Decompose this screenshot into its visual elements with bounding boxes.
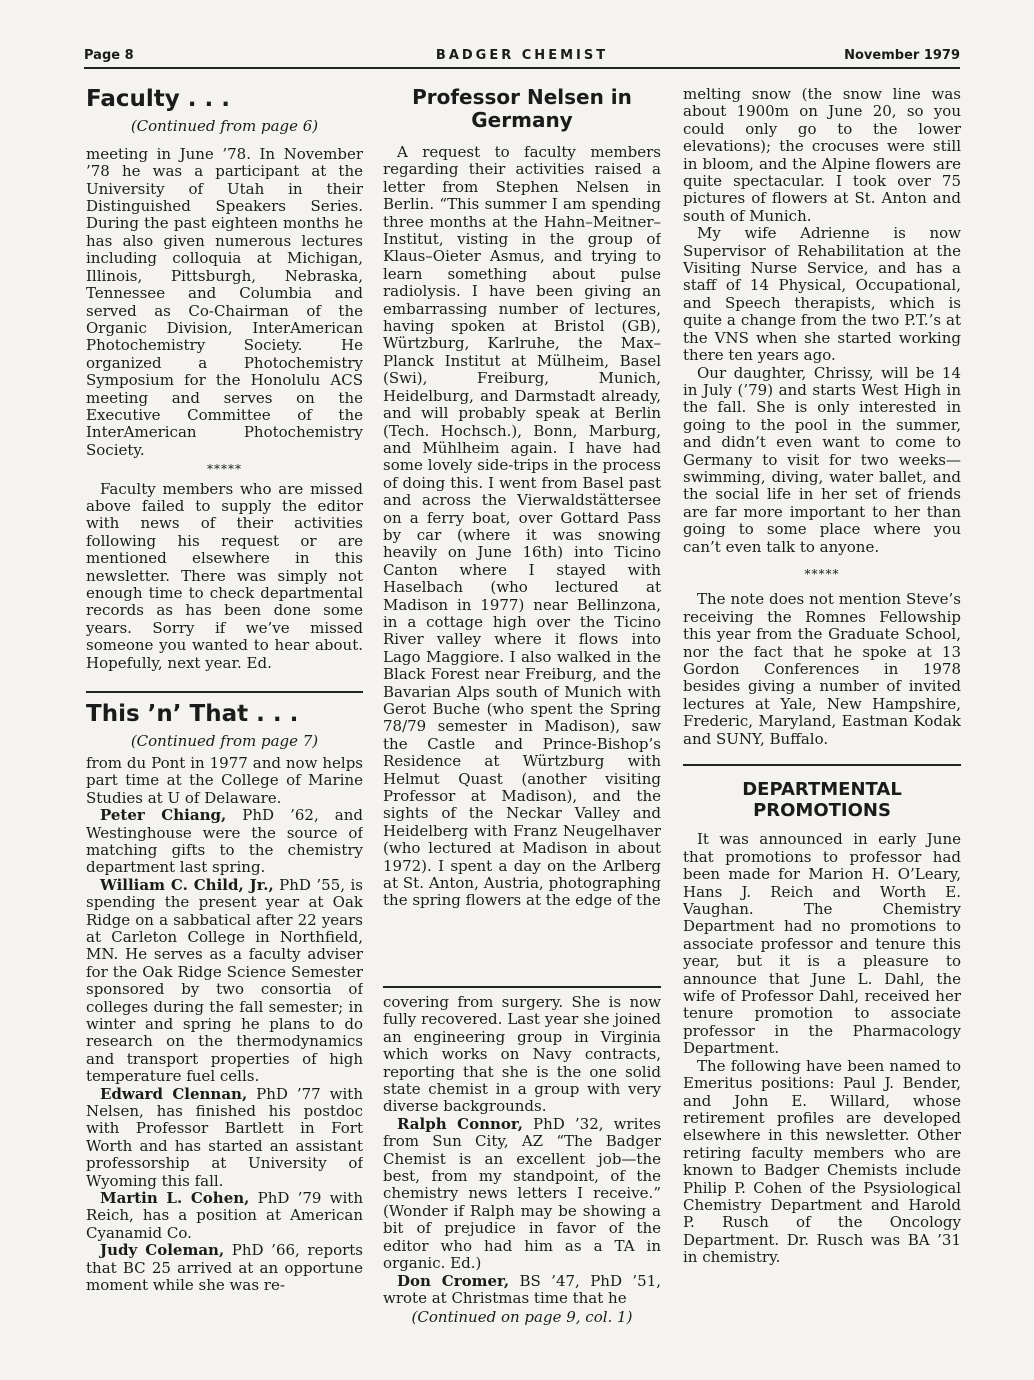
item-connor	[383, 1116, 661, 1273]
column-3	[683, 86, 961, 1346]
separator-stars: *****	[207, 462, 242, 477]
page-header	[84, 48, 960, 68]
coleman-continued: covering from surgery. She is now fully recovered. Last year she joined an engineering group in Virginia which works on Navy contracts, reporting that she is the one solid state chemist in a group with very diverse backgrounds.	[383, 993, 661, 1116]
promotions-heading	[683, 780, 961, 821]
name-coleman: Judy Coleman,	[100, 1241, 225, 1260]
issue-date: November 1979	[844, 48, 960, 63]
item-clennan	[86, 1086, 363, 1190]
this-n-that-heading: This ’n’ That . . .	[86, 701, 299, 728]
name-child: William C. Child, Jr.,	[100, 875, 274, 894]
item-chiang	[86, 807, 363, 877]
nelsen-paragraph-1: A request to faculty members regarding their activities raised a letter from Stephen Nelsen in Berlin. “This summer I am spending three months at the Hahn–Meitner–Institut, visting in the group of Klaus–Oieter Asmus, and trying to learn something about pulse radiolysis. I have been giving an embarrassing number of lectures, having spoken at Bristol (GB), Würtzburg, Karlruhe, the Max–Planck Institut at Mülheim, Basel (Swi), Freiburg, Munich, Heidelburg, and Darmstadt already, and will probably speak at Berlin (Tech. Hochsch.), Bonn, Marburg, and Mühlheim again. I have had some lovely side-trips in the process of doing this. I went from Basel past and across the Vierwaldstättersee on a ferry boat, over Gottard Pass by car (where it was snowing heavily on June 16th) into Ticino Canton where I stayed with Haselbach (who lectured at Madison in 1977) near Bellinzona, in a cottage high over the Ticino River valley where it flows into Lago Maggiore. I also walked in the Black Forest near Freiburg, and the Bavarian Alps south of Munich with Gerot Buche (who spent the Spring 78/79 semester in Madison), saw the Castle and Prince-Bishop’s Residence at Würtzburg with Helmut Quast (another visiting Professor at Madison), and the sights of the Neckar Valley and Heidelberg with Franz Neugelhaver (who lectured at Madison in about 1972). I spent a day on the Arlberg at St. Anton, Austria, photographing the spring flowers at the edge of the	[383, 143, 661, 910]
section-rule-2	[683, 764, 961, 766]
promotions-heading-line-2: PROMOTIONS	[753, 799, 891, 821]
text-cohen: PhD ’79 with Reich, has a position at American Cyanamid Co.	[86, 1189, 363, 1242]
name-clennan: Edward Clennan,	[100, 1084, 248, 1103]
faculty-heading: Faculty . . .	[86, 86, 230, 112]
item-cohen	[86, 1190, 363, 1242]
section-rule	[86, 691, 363, 693]
text-clennan: PhD ’77 with Nelsen, has finished his postdoc with Professor Bartlett in Fort Worth and has started an assistant professorship at University of Wyoming this fall.	[86, 1084, 363, 1190]
promotions-heading-line-1: DEPARTMENTAL	[742, 779, 902, 801]
page-number: Page 8	[84, 48, 134, 63]
item-child	[86, 877, 363, 1086]
item-coleman	[86, 1242, 363, 1294]
name-connor: Ralph Connor,	[397, 1114, 523, 1133]
column-1	[86, 86, 363, 1346]
faculty-paragraph-2: Faculty members who are missed above failed to supply the editor with news of their activities following his request or are mentioned elsewhere in this newsletter. There was simply not enough time to check departmental records as has been done some years. Sorry if we’ve missed someone you wanted to hear about. Hopefully, next year. Ed.	[86, 479, 363, 672]
text-chiang: PhD ’62, and Westinghouse were the source of matching gifts to the chemistry department last spring.	[86, 806, 363, 877]
nelsen-paragraph-1-cont: melting snow (the snow line was about 1900m on June 20, so you could only go to the lower elevations); the crocuses were still in bloom, and the Alpine flowers are quite spectacular. I took over 75 pictures of flowers at St. Anton and south of Munich.	[683, 86, 961, 225]
name-cromer: Don Cromer,	[397, 1271, 510, 1290]
faculty-paragraph-1: meeting in June ’78. In November ’78 he was a participant at the University of Utah in their Distinguished Speakers Series. During the past eighteen months he has also given numerous lectures including colloquia at Michigan, Illinois, Pittsburgh, Nebraska, Tennessee and Columbia and served as Co-Chairman of the Organic Division, InterAmerican Photochemistry Society. He organized a Photochemistry Symposium for the Honolulu ACS meeting and serves on the Executive Committee of the InterAmerican Photochemistry Society.	[86, 144, 363, 459]
name-chiang: Peter Chiang,	[100, 806, 227, 825]
text-connor: PhD ’32, writes from Sun City, AZ “The Badger Chemist is an excellent job—the best, from my standpoint, of the chemistry news letters I receive.” (Wonder if Ralph may be showing a bit of prejudice in favor of the editor who had him as a TA in organic. Ed.)	[383, 1114, 661, 1273]
continued-on-note: (Continued on page 9, col. 1)	[411, 1308, 633, 1327]
text-coleman: PhD ’66, reports that BC 25 arrived at an opportune moment while she was re-	[86, 1241, 363, 1295]
nelsen-heading	[383, 86, 661, 132]
this-n-that-paragraph-0: from du Pont in 1977 and now helps part time at the College of Marine Studies at U of Delaware.	[86, 753, 363, 807]
newsletter-title: BADGER CHEMIST	[435, 48, 609, 63]
header-rule	[84, 67, 960, 69]
column-2	[383, 86, 661, 1346]
nelsen-heading-line-2: Germany	[471, 108, 573, 132]
column-rule	[383, 986, 661, 988]
nelsen-editor-note: The note does not mention Steve’s receiving the Romnes Fellowship this year from the Graduate School, nor the fact that he spoke at 13 Gordon Conferences in 1978 besides giving a number of invited lectures at Yale, New Hampshire, Frederic, Maryland, Eastman Kodak and SUNY, Buffalo.	[683, 590, 961, 748]
text-cromer: BS ’47, PhD ’51, wrote at Christmas time that he	[383, 1271, 661, 1307]
nelsen-heading-line-1: Professor Nelsen in	[412, 86, 632, 109]
this-n-that-continued-from: (Continued from page 7)	[130, 732, 319, 751]
text-child: PhD ’55, is spending the present year at Oak Ridge on a sabbatical after 22 years at Carleton College in Northfield, MN. He serves as a faculty adviser for the Oak Ridge Science Semester sponsored by two consortia of colleges during the fall semester; in winter and spring he plans to do research on the thermodynamics and transport properties of high temperature fuel cells.	[86, 875, 363, 1086]
promotions-paragraph-1: It was announced in early June that promotions to professor had been made for Marion H. O’Leary, Hans J. Reich and Worth E. Vaughan. The Chemistry Department had no promotions to associate professor and tenure this year, but it is a pleasure to announce that June L. Dahl, the wife of Professor Dahl, received her tenure promotion to associate professor in the Pharmacology Department.	[683, 830, 961, 1058]
nelsen-paragraph-2: My wife Adrienne is now Supervisor of Rehabilitation at the Visiting Nurse Service, and has a staff of 14 Physical, Occupational, and Speech therapists, which is quite a change from the two P.T.’s at the VNS when she started working there ten years ago.	[683, 224, 961, 365]
faculty-continued-from: (Continued from page 6)	[130, 117, 319, 136]
item-cromer	[383, 1273, 661, 1308]
name-cohen: Martin L. Cohen,	[100, 1189, 250, 1208]
promotions-paragraph-2: The following have been named to Emeritus positions: Paul J. Bender, and John E. Willard, whose retirement profiles are developed elsewhere in this newsletter. Other retiring faculty members who are known to Badger Chemists include Philip P. Cohen of the Psysiological Chemistry Department and Harold P. Rusch of the Oncology Department. Dr. Rusch was BA ’31 in chemistry.	[683, 1056, 961, 1267]
nelsen-paragraph-3: Our daughter, Chrissy, will be 14 in July (’79) and starts West High in the fall. She is only interested in going to the pool in the summer, and didn’t even want to come to Germany to visit for two weeks—swimming, diving, water ballet, and the social life in her set of friends are far more important to her than going to some place where you can’t even talk to anyone.	[683, 363, 961, 556]
separator-stars-2: *****	[804, 566, 840, 581]
